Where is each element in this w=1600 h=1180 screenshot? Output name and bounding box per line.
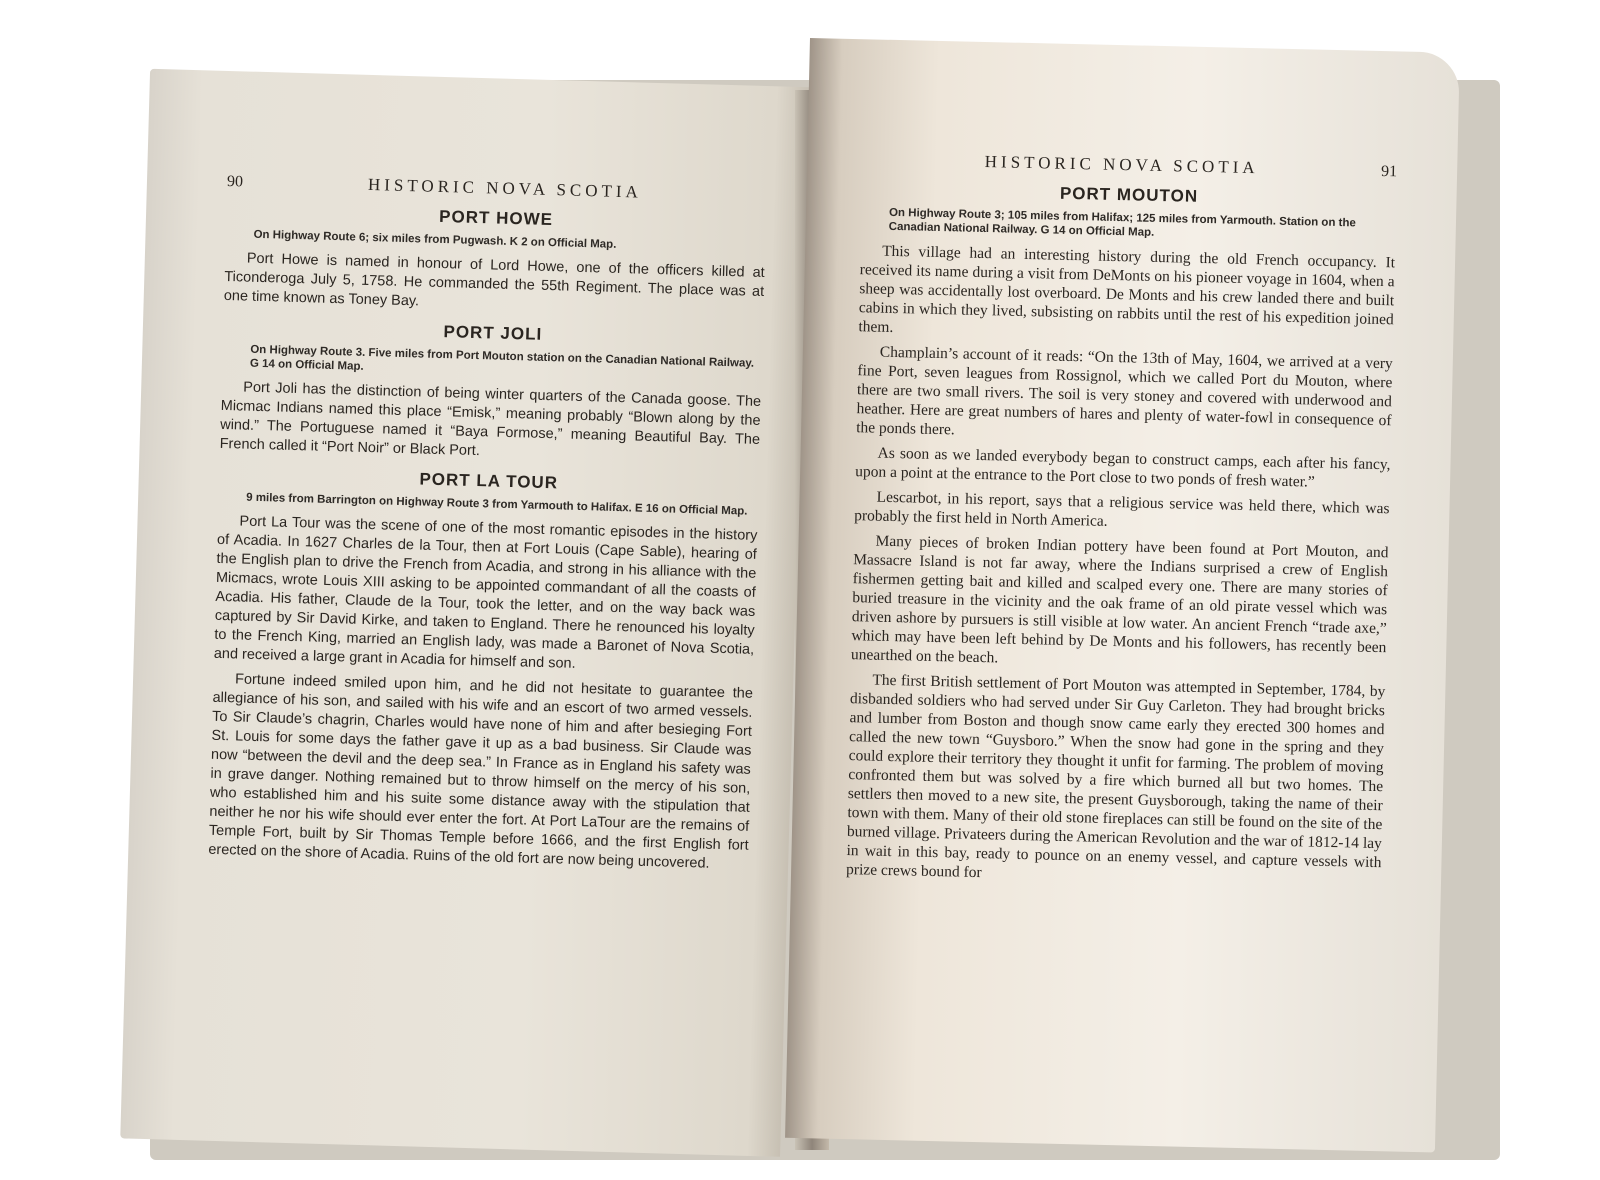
section-title: PORT HOWE [438,206,554,230]
section-title: PORT MOUTON [1059,183,1199,206]
paragraph: Champlain’s account of it reads: “On the 13th of May, 1604, we arrived at a very fine Port, seven leagues from Rossignol, which we called Port du Mouton, where there are two small rivers. The soil is very stoney and covered with underwood and heather. Here are great numbers of hares and plenty of water-fowl in consequence of the ponds there. [855,343,1393,439]
left-running-head [227,171,767,206]
section-port-joli [219,316,763,469]
section-location: On Highway Route 6; six miles from Pugwash. K 2 on Official Map. [253,228,617,251]
right-page-number: 91 [1380,162,1398,181]
left-running-title: HISTORIC NOVA SCOTIA [367,174,643,202]
section-location: On Highway Route 3. Five miles from Port Mouton station on the Canadian National Railway. G 14 on Official Map. [249,343,755,373]
paragraph: Fortune indeed smiled upon him, and he did not hesitate to guarantee the allegiance of his son, and sailed with his wife and an escort of two armed vessels. To Sir Claude’s chagrin, Charles would have none of him and after besieging Fort St. Louis for some days the father gave it up as a bad business. Sir Claude was now “between the devil and the deep sea.” In France as in England his safety was in grave danger. Nothing remained but to throw himself on the mercy of his son, who established him and his suite some distance away with the stipulation that neither he nor his wife should ever enter the fort. At Port LaTour are the remains of Temple Fort, built by Sir Thomas Temple before 1666, and the first English fort erected on the shore of Acadia. Ruins of the old fort are now being uncovered. [208,671,754,872]
paragraph: Lescarbot, in his report, says that a religious service was held there, which was probably the first held in North America. [853,488,1390,530]
section-location: On Highway Route 3; 105 miles from Halifax; 125 miles from Yarmouth. Station on the Canadian National Railway. G 14 on Official Map. [888,206,1357,239]
right-page [785,38,1460,1152]
right-running-head [862,149,1397,181]
paragraph: Many pieces of broken Indian pottery have been found at Port Mouton, and Massacre Island is not far away, where the Indians surprised a crew of English fishermen getting bait and killed and scalped every one. There are many stories of buried treasure in the vicinity and the oak frame of an old pirate vessel which was driven ashore by pursuers is still visible at low water. An ancient French “trade axe,” which may have been left behind by De Monts and his followers, has recently been unearthed on the beach. [850,532,1389,667]
paragraph: This village had an interesting history during the old French occupancy. It received its name during a visit from DeMonts on his pioneer voyage in 1604, when a sheep was accidentally lost overboard. De Monts and his crew landed there and built cabins in which they lived, subsisting on rabbits until the rest of his expedition joined them. [858,242,1396,336]
paragraph: The first British settlement of Port Mouton was attempted in September, 1784, by disbanded soldiers who had served under Sir Guy Carleton. They had brought bricks and lumber from Boston and though snow came early they erected 300 homes and called the new town “Guysboro.” When the snow had gone in the spring and they could explore their territory they thought it unfit for farming. The problem of moving confronted them but was solved by a fire which burned all but two homes. The settlers then moved to a new site, the present Guysborough, taking the name of their town with them. Many of their old stone fireplaces can still be found on the site of the burned village. Privateers during the American Revolution and the war of 1812-14 lay in wait in this bay, ready to pounce on an enemy vessel, and capture vessels with prize crews bound for [845,671,1386,882]
paragraph: As soon as we landed everybody began to construct camps, each after his fancy, upon a point at the entrance to the Port close to two ponds of fresh water.” [854,444,1391,491]
paragraph: Port La Tour was the scene of one of the most romantic episodes in the history of Acadia. In 1627 Charles de la Tour, then at Fort Louis (Cape Sable), hearing of the English plan to drive the French from Acadia, and strong in his alliance with the Micmacs, wrote Louis XIII asking to be appointed commandant of all the coasts of Acadia. His father, Claude de la Tour, took the letter, and on the way back was captured by Sir David Kirke, and taken to England. There he renounced his loyalty to the French King, married an English lady, was made a Baronet of Nova Scotia, and received a large grant in Acadia for himself and son. [213,513,758,672]
section-port-howe [224,201,767,321]
right-running-title: HISTORIC NOVA SCOTIA [984,151,1259,178]
section-location: 9 miles from Barrington on Highway Route 3 from Yarmouth to Halifax. E 16 on Official Map. [246,491,748,518]
section-title: PORT JOLI [443,322,543,344]
section-port-mouton [846,179,1397,891]
section-port-la-tour [208,464,759,875]
paragraph: Port Joli has the distinction of being winter quarters of the Canada goose. The Micmac Indians named this place “Emisk,” meaning probably “Blown along by the wind.” The Portuguese named it “Baya Formose,” meaning Beautiful Bay. The French called it “Port Noir” or Black Port. [219,379,762,460]
left-page [120,69,810,1157]
paragraph: Port Howe is named in honour of Lord Howe, one of the officers killed at Ticonderoga July 5, 1758. He commanded the 55th Regiment. The place was at one time known as Toney Bay. [223,250,765,310]
left-page-number: 90 [226,172,244,191]
section-title: PORT LA TOUR [419,469,559,493]
